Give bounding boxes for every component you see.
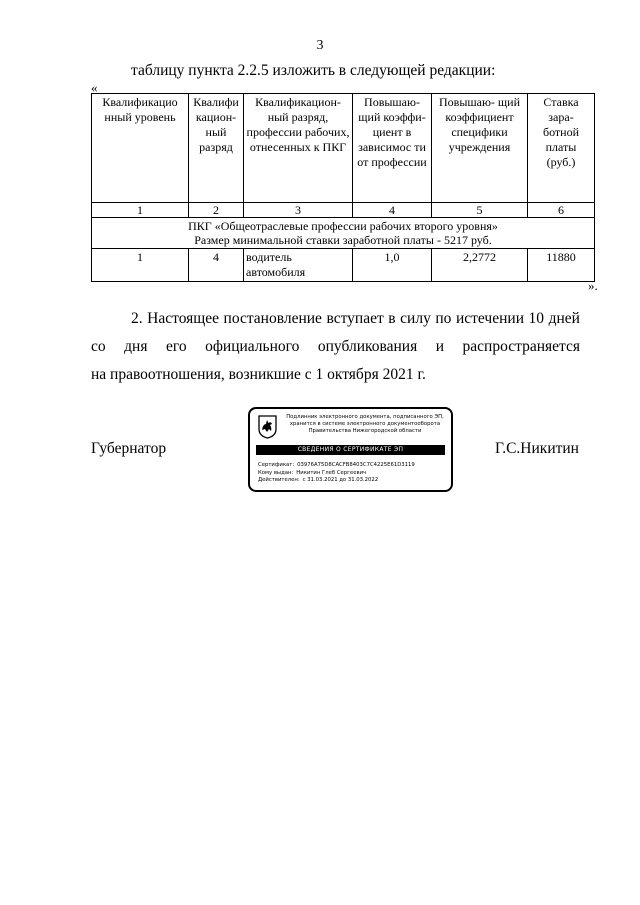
table-cell: 1,0 xyxy=(353,249,432,282)
header-cell: Квалификацио нный уровень xyxy=(92,94,189,203)
table-cell: 4 xyxy=(189,249,244,282)
stamp-valid-label: Действителен: xyxy=(258,477,300,483)
column-number: 5 xyxy=(432,203,528,218)
word: вступает xyxy=(326,310,384,327)
stamp-cert-line xyxy=(258,462,415,470)
stamp-valid-value: с 31.03.2021 до 31.03.2022 xyxy=(302,477,379,483)
word: 10 xyxy=(528,310,545,327)
digital-signature-stamp xyxy=(248,407,453,492)
column-number: 1 xyxy=(92,203,189,218)
table-cell: 1 xyxy=(92,249,189,282)
paragraph-line-2 xyxy=(91,333,580,361)
word: официального xyxy=(205,338,300,355)
column-number: 4 xyxy=(353,203,432,218)
signer-title: Губернатор xyxy=(91,440,167,457)
word: и xyxy=(435,338,445,355)
table-cell: 11880 xyxy=(528,249,595,282)
signer-name: Г.С.Никитин xyxy=(495,440,579,457)
group-row xyxy=(92,218,595,249)
close-quote: ». xyxy=(588,278,598,293)
stamp-valid-line xyxy=(258,477,415,485)
word: Настоящее xyxy=(147,310,219,327)
table-header-row xyxy=(92,94,595,203)
paragraph-line-3: на правоотношения, возникшие с 1 октября 2021 г. xyxy=(91,366,426,383)
word: распространяется xyxy=(462,338,580,355)
stamp-header-line: Правительства Нижегородской области xyxy=(308,428,422,434)
group-min-rate: Размер минимальной ставки заработной платы - 5217 руб. xyxy=(194,233,492,247)
paragraph-line-1 xyxy=(91,305,580,333)
column-number-row xyxy=(92,203,595,218)
word: 2. xyxy=(131,310,143,327)
stamp-cert-value: 03976A75D8CACFB8403C7C4225E61D3119 xyxy=(297,462,415,468)
word: по xyxy=(435,310,452,327)
stamp-header xyxy=(281,414,449,435)
header-cell: Повышаю- щий коэффициент специфики учреждения xyxy=(432,94,528,203)
table-cell: водитель автомобиля xyxy=(244,249,353,282)
word: со xyxy=(91,338,106,355)
word: постановление xyxy=(223,310,322,327)
page-number: 3 xyxy=(316,38,324,53)
column-number: 6 xyxy=(528,203,595,218)
group-title: ПКГ «Общеотраслевые профессии рабочих второго уровня» xyxy=(188,219,498,233)
table-row xyxy=(92,249,595,282)
word: его xyxy=(165,338,187,355)
word: дней xyxy=(548,310,580,327)
nizhny-novgorod-emblem-icon xyxy=(258,415,277,439)
header-cell: Квалификацион- ный разряд, профессии рабочих, отнесенных к ПКГ xyxy=(244,94,353,203)
word: в xyxy=(388,310,396,327)
word: истечении xyxy=(455,310,524,327)
open-quote: « xyxy=(91,80,98,95)
header-cell: Повышаю- щий коэффи- циент в зависимос ти от профессии xyxy=(353,94,432,203)
intro-text: таблицу пункта 2.2.5 изложить в следующей редакции: xyxy=(131,62,496,79)
word: дня xyxy=(124,338,148,355)
stamp-cert-label: Сертификат: xyxy=(258,462,295,468)
stamp-title-bar: СВЕДЕНИЯ О СЕРТИФИКАТЕ ЭП xyxy=(256,445,445,455)
paragraph-2 xyxy=(91,305,580,389)
table-cell: 2,2772 xyxy=(432,249,528,282)
stamp-issued-value: Никитин Глеб Сергеевич xyxy=(296,469,367,476)
column-number: 3 xyxy=(244,203,353,218)
qualification-table xyxy=(91,93,595,282)
stamp-details xyxy=(258,462,415,485)
header-cell: Квалифи кацион- ный разряд xyxy=(189,94,244,203)
column-number: 2 xyxy=(189,203,244,218)
word: опубликования xyxy=(317,338,418,355)
stamp-issued-label: Кому выдан: xyxy=(258,469,294,476)
word: силу xyxy=(400,310,431,327)
stamp-issued-line xyxy=(258,470,415,478)
group-cell xyxy=(92,218,595,249)
header-cell: Ставка зара- ботной платы (руб.) xyxy=(528,94,595,203)
stamp-header-line: хранится в системе электронного документооборота xyxy=(289,421,441,427)
stamp-header-line: Подлинник электронного документа, подписанного ЭП, xyxy=(286,414,444,420)
